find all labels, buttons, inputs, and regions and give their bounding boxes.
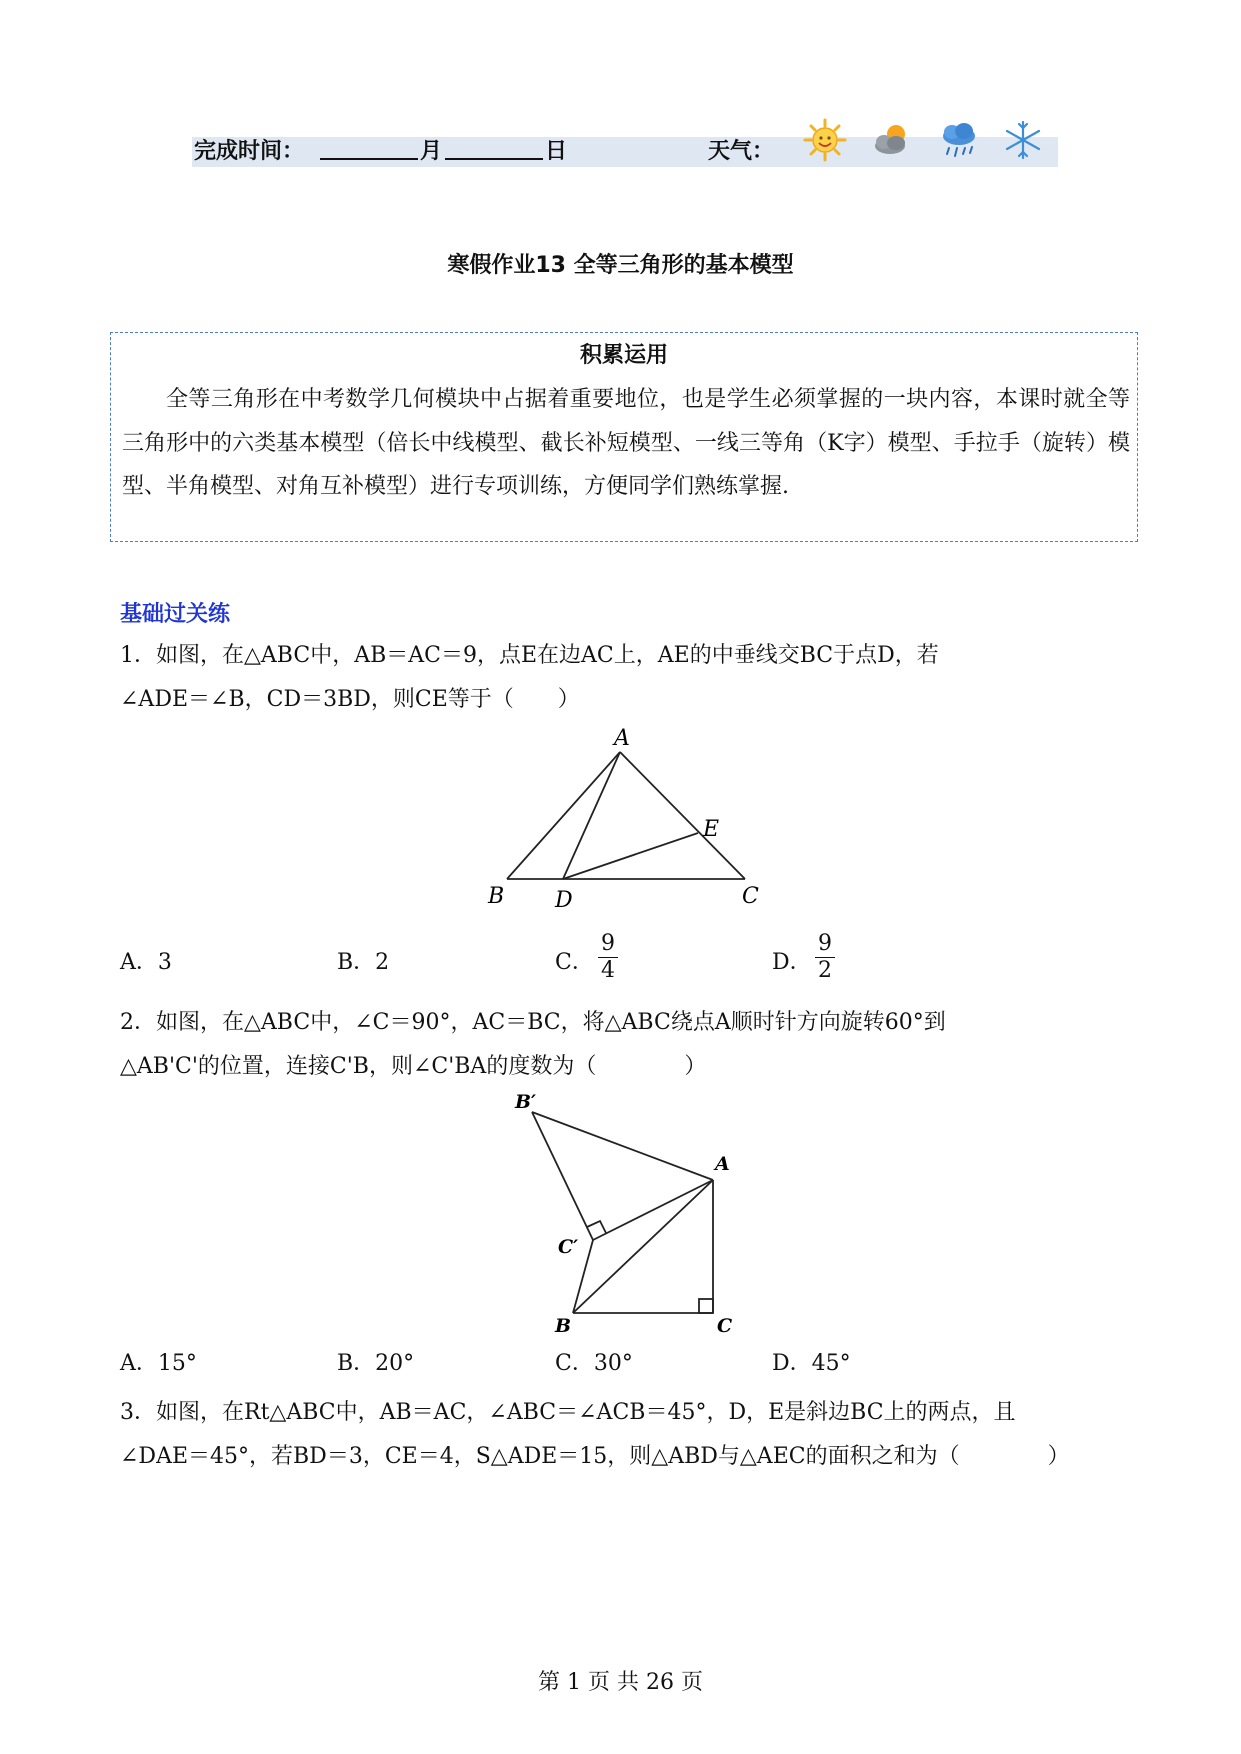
question-1 <box>120 634 1120 722</box>
sun-icon <box>803 118 847 162</box>
completion-time-label: 完成时间： <box>194 139 305 164</box>
fraction-numerator: 9 <box>601 931 615 956</box>
question-text-line1: 如图，在△ABC中，AB＝AC＝9，点E在边AC上，AE的中垂线交BC于点D，若 <box>156 643 939 668</box>
line-ab <box>507 752 620 879</box>
q1-option-c-fraction <box>598 932 618 983</box>
question-text-line2: △AB'C'的位置，连接C'B，则∠C'BA的度数为（ ） <box>120 1054 707 1079</box>
option-value: 45° <box>811 1351 851 1376</box>
option-value: 15° <box>157 1351 197 1376</box>
option-value: 30° <box>593 1351 633 1376</box>
day-blank <box>445 158 543 160</box>
q1-option-c[interactable] <box>555 945 594 976</box>
label-c: C <box>742 884 759 909</box>
day-label: 日 <box>545 139 568 164</box>
intro-box-body: 全等三角形在中考数学几何模块中占据着重要地位，也是学生必须掌握的一块内容，本课时就全等三角形中的六类基本模型（倍长中线模型、截长补短模型、一线三等角（K字）模型、手拉手（旋转）模型、半角模型、对角互补模型）进行专项训练，方便同学们熟练掌握. <box>122 387 1130 499</box>
question-number: 3． <box>120 1400 156 1425</box>
month-blank <box>320 158 418 160</box>
option-letter: C． <box>555 1351 594 1376</box>
question-1-figure <box>470 725 770 910</box>
option-letter: D． <box>772 950 812 975</box>
label-e: E <box>703 817 720 842</box>
intro-box-heading: 积累运用 <box>579 343 668 368</box>
question-text-line1: 如图，在Rt△ABC中，AB＝AC，∠ABC＝∠ACB＝45°，D，E是斜边BC上的两点，且 <box>156 1400 1016 1425</box>
fraction-numerator: 9 <box>818 931 832 956</box>
q1-option-d[interactable] <box>772 945 812 976</box>
fraction-denominator: 2 <box>818 958 832 983</box>
option-letter: A． <box>120 1351 158 1376</box>
month-label: 月 <box>420 139 443 164</box>
question-number: 2． <box>120 1010 156 1035</box>
option-value: 3 <box>157 950 172 975</box>
label-b: B <box>488 884 505 909</box>
snowflake-icon <box>1001 118 1045 162</box>
q2-option-a[interactable] <box>120 1346 197 1377</box>
page-footer: 第 1 页 共 26 页 <box>538 1670 703 1695</box>
page-title: 寒假作业13 全等三角形的基本模型 <box>447 253 794 278</box>
option-letter: B． <box>337 1351 376 1376</box>
question-text-line2: ∠ADE＝∠B，CD＝3BD，则CE等于（ ） <box>120 687 580 712</box>
fraction-denominator: 4 <box>601 958 615 983</box>
label-c1: C′ <box>558 1236 579 1258</box>
question-2-figure <box>505 1088 750 1338</box>
section-heading: 基础过关练 <box>120 602 231 627</box>
q2-option-d[interactable] <box>772 1346 851 1377</box>
line-ac1 <box>593 1180 713 1240</box>
q1-option-a[interactable] <box>120 945 172 976</box>
option-value: 20° <box>375 1351 415 1376</box>
line-de <box>563 833 698 879</box>
option-letter: B． <box>337 950 376 975</box>
label-a: A <box>715 1153 730 1175</box>
rain-icon <box>937 118 981 162</box>
q1-option-b[interactable] <box>337 945 389 976</box>
label-c: C <box>717 1315 733 1337</box>
option-value: 2 <box>375 950 390 975</box>
line-ac <box>620 752 745 879</box>
question-3 <box>120 1391 1120 1479</box>
weather-label: 天气： <box>708 139 775 164</box>
q2-option-c[interactable] <box>555 1346 633 1377</box>
question-2 <box>120 1001 1120 1089</box>
q2-option-b[interactable] <box>337 1346 414 1377</box>
q1-option-d-fraction <box>815 932 835 983</box>
line-ad <box>563 752 620 879</box>
right-angle-c <box>699 1299 713 1313</box>
question-number: 1． <box>120 643 156 668</box>
option-letter: C． <box>555 950 594 975</box>
label-b: B <box>555 1315 572 1337</box>
right-angle-c1 <box>587 1221 606 1233</box>
label-d: D <box>555 888 573 910</box>
label-b1: B′ <box>515 1091 537 1113</box>
label-a: A <box>614 726 630 751</box>
option-letter: A． <box>120 950 158 975</box>
question-text-line2: ∠DAE＝45°，若BD＝3，CE＝4，S△ADE＝15，则△ABD与△AEC的面积之和为（ ） <box>120 1444 1070 1469</box>
line-ab <box>573 1180 713 1313</box>
option-letter: D． <box>772 1351 812 1376</box>
partly-cloudy-icon <box>870 118 914 162</box>
header-band <box>192 137 1058 167</box>
question-text-line1: 如图，在△ABC中，∠C＝90°，AC＝BC，将△ABC绕点A顺时针方向旋转60°到 <box>156 1010 946 1035</box>
